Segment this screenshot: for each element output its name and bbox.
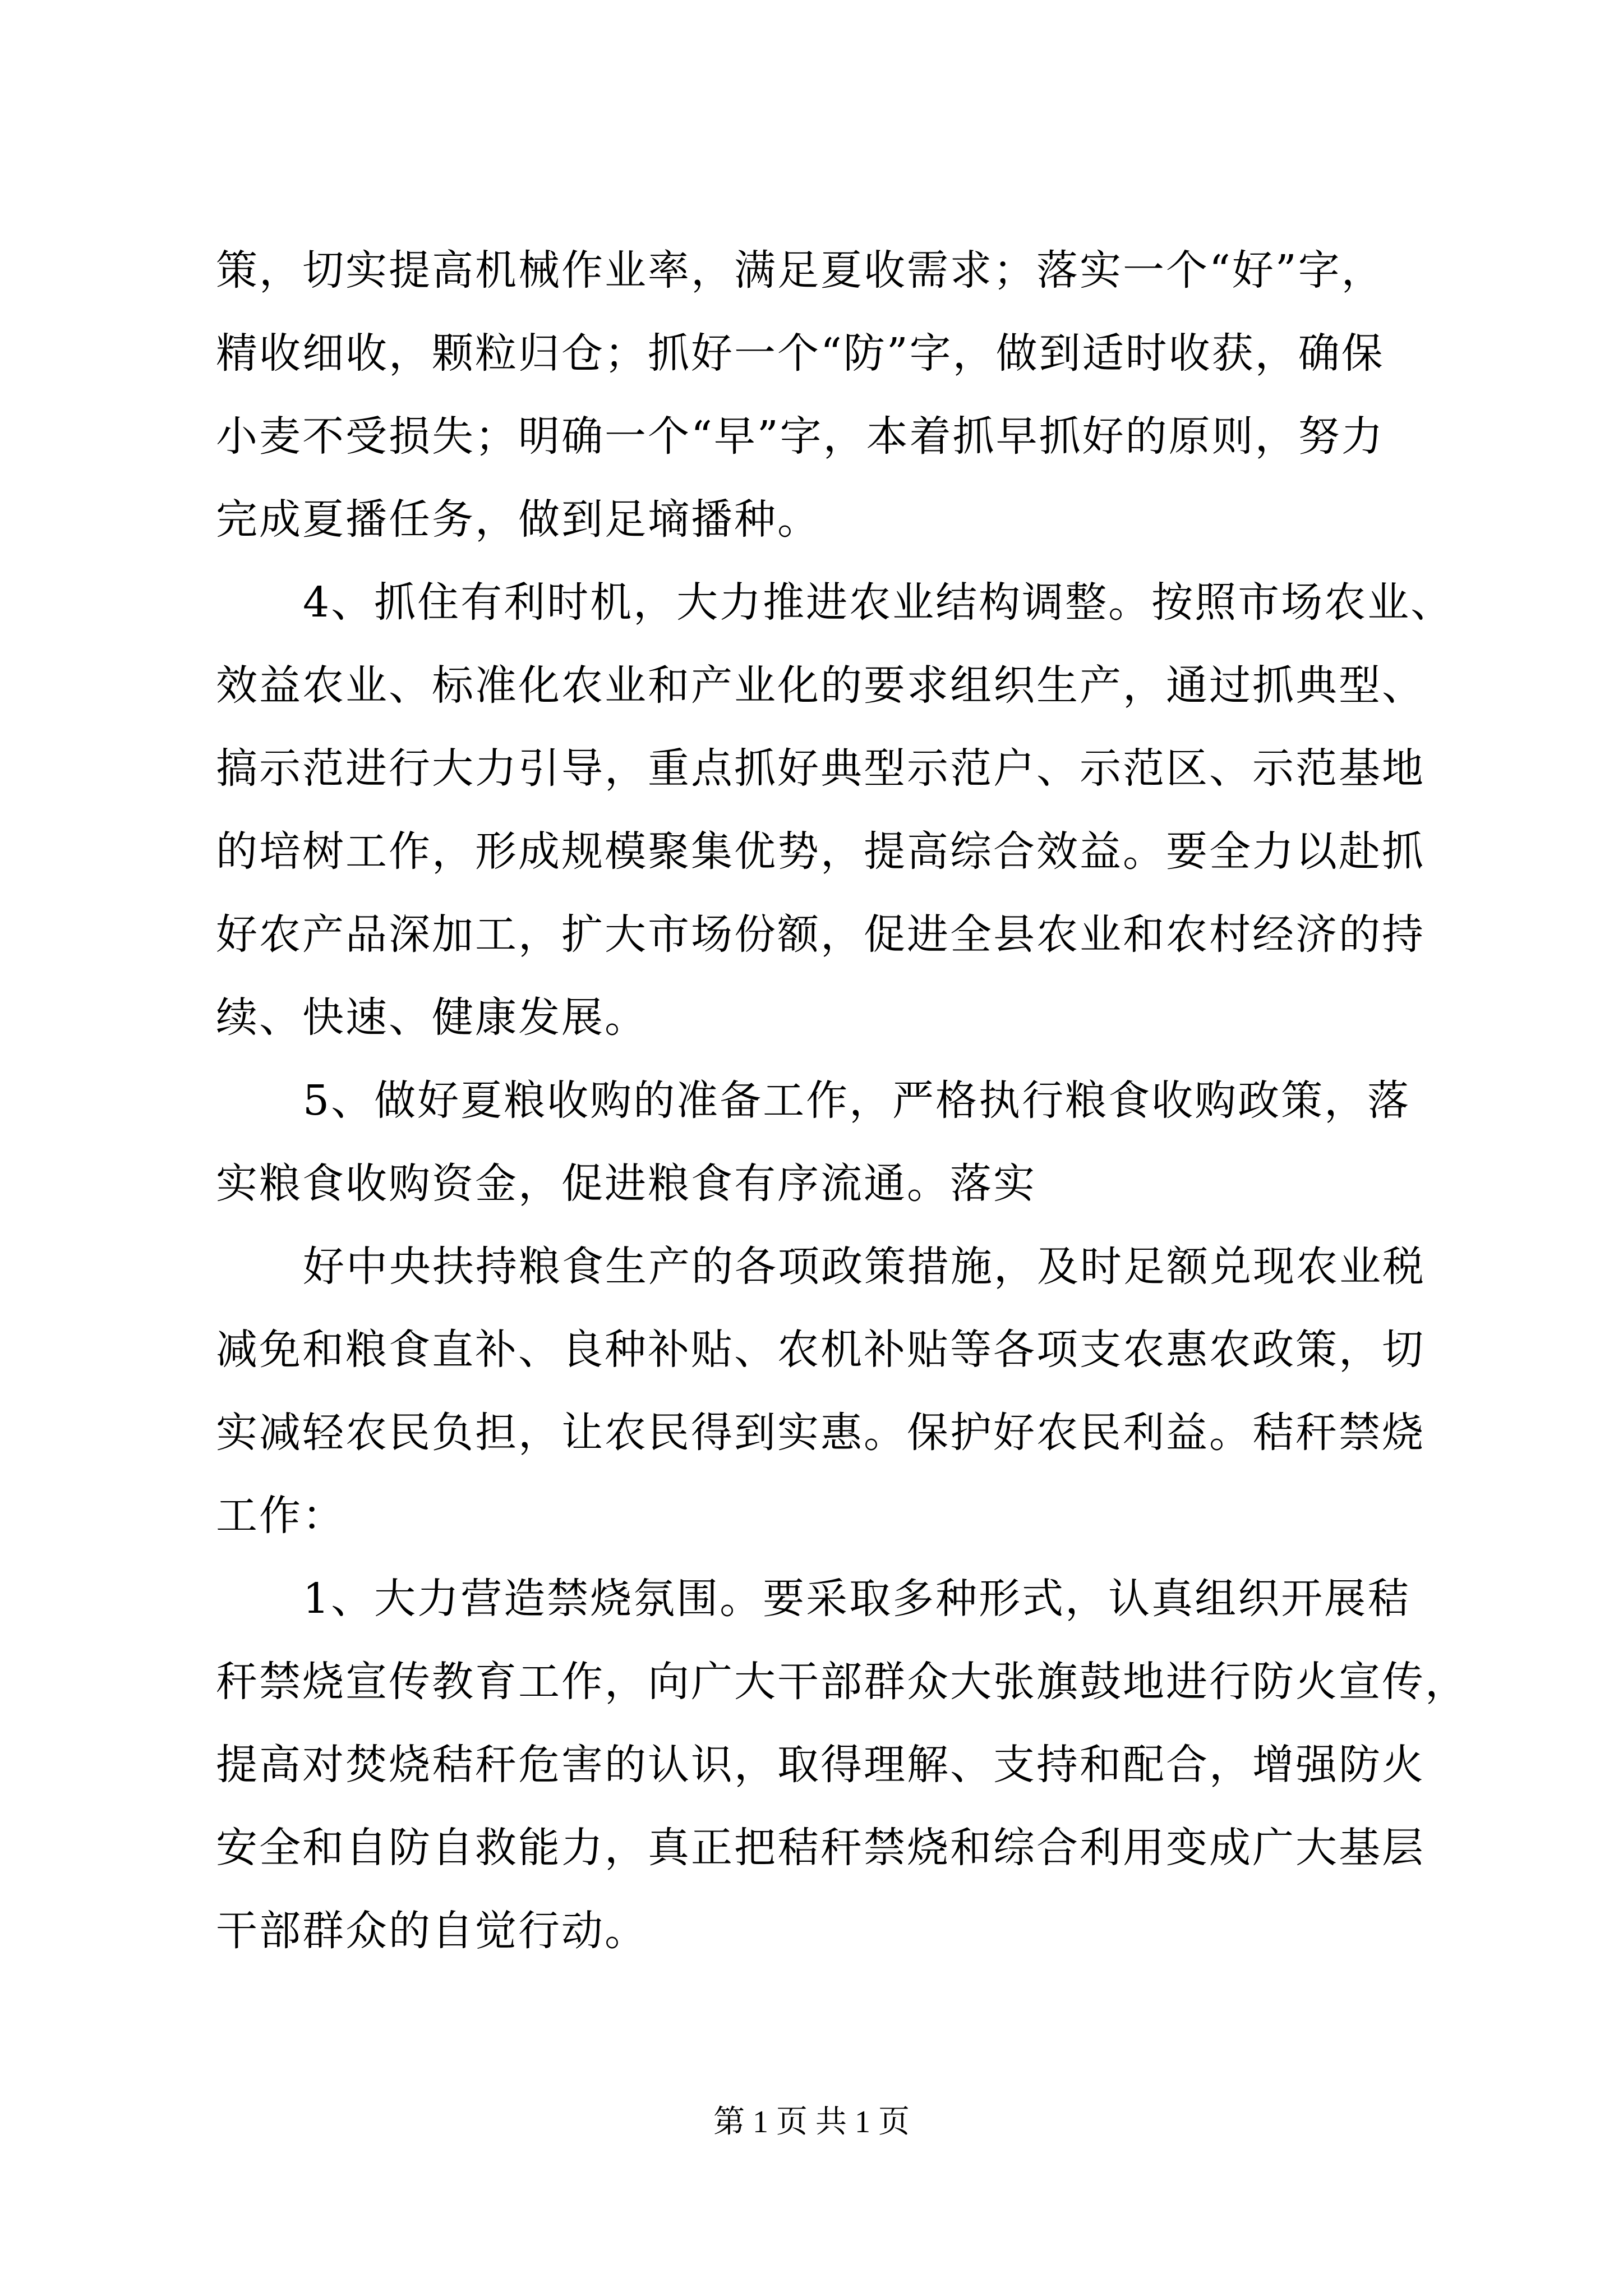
paragraph-start-line: 1、大力营造禁烧氛围。要采取多种形式，认真组织开展秸 (303, 1575, 1411, 1623)
text-line: 完成夏播任务，做到足墒播种。 (216, 495, 820, 544)
text-line: 好农产品深加工，扩大市场份额，促进全县农业和农村经济的持 (216, 910, 1425, 959)
text-line: 实减轻农民负担，让农民得到实惠。保护好农民利益。秸秆禁烧 (216, 1409, 1425, 1457)
text-line: 续、快速、健康发展。 (216, 993, 648, 1042)
text-line: 的培树工作，形成规模聚集优势，提高综合效益。要全力以赴抓 (216, 827, 1425, 876)
text-line: 实粮食收购资金，促进粮食有序流通。落实 (216, 1159, 1036, 1208)
page-footer (0, 2102, 1623, 2142)
paragraph-start-line: 4、抓住有利时机，大力推进农业结构调整。按照市场农业、 (303, 578, 1454, 627)
text-line: 精收细收，颗粒归仓；抓好一个“防”字，做到适时收获，确保 (216, 329, 1385, 378)
text-line: 搞示范进行大力引导，重点抓好典型示范户、示范区、示范基地 (216, 744, 1425, 793)
text-line: 效益农业、标准化农业和产业化的要求组织生产，通过抓典型、 (216, 661, 1425, 710)
text-line: 策，切实提高机械作业率，满足夏收需求；落实一个“好”字， (216, 246, 1385, 295)
text-line: 安全和自防自救能力，真正把秸秆禁烧和综合利用变成广大基层 (216, 1824, 1425, 1872)
document-body (216, 229, 1468, 1972)
text-line: 工作： (216, 1492, 345, 1540)
text-line: 小麦不受损失；明确一个“早”字，本着抓早抓好的原则，努力 (216, 412, 1385, 461)
page-number: 第 1 页 共 1 页 (713, 2105, 910, 2139)
paragraph-start-line: 好中央扶持粮食生产的各项政策措施，及时足额兑现农业税 (303, 1243, 1426, 1291)
text-line: 秆禁烧宣传教育工作，向广大干部群众大张旗鼓地进行防火宣传， (216, 1658, 1468, 1706)
text-line: 减免和粮食直补、良种补贴、农机补贴等各项支农惠农政策，切 (216, 1326, 1425, 1374)
text-line: 干部群众的自觉行动。 (216, 1907, 648, 1955)
text-line: 提高对焚烧秸秆危害的认识，取得理解、支持和配合，增强防火 (216, 1741, 1425, 1789)
paragraph-start-line: 5、做好夏粮收购的准备工作，严格执行粮食收购政策，落 (303, 1076, 1411, 1125)
